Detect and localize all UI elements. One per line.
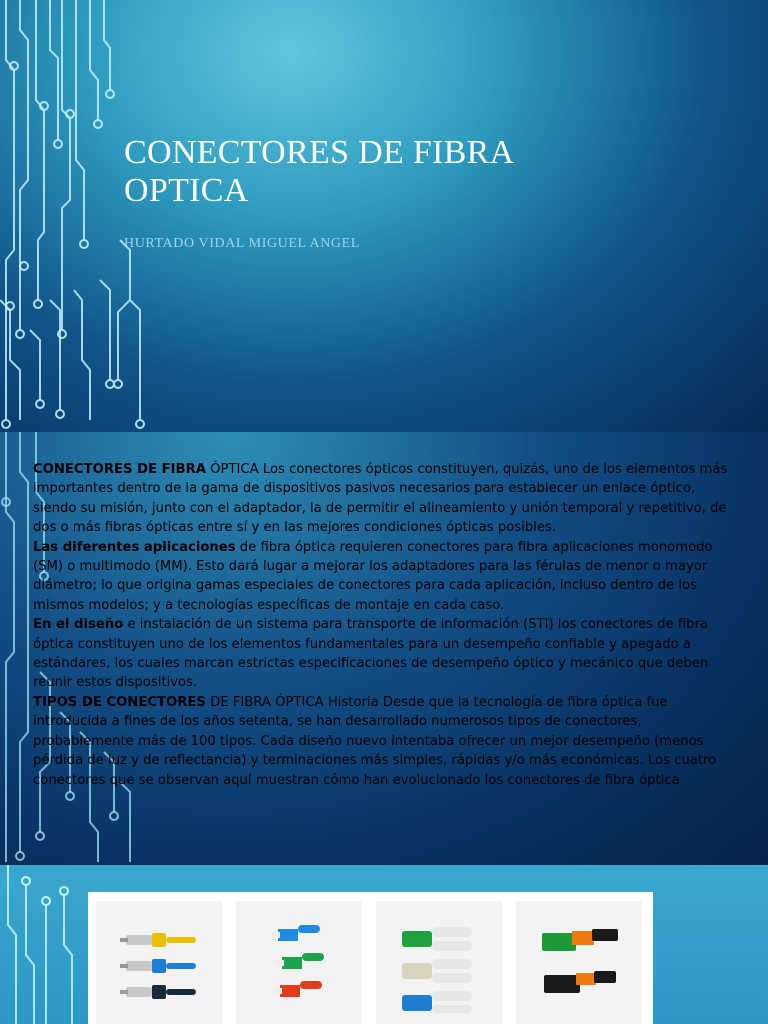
images-slide xyxy=(0,865,768,1024)
title-line-1: CONECTORES DE FIBRA xyxy=(124,134,515,171)
st-connector-icon xyxy=(96,901,222,1024)
paragraph-3 xyxy=(33,615,733,693)
paragraph-2-heading: Las diferentes aplicaciones xyxy=(33,539,236,555)
paragraph-2 xyxy=(33,538,733,616)
title-line-2: OPTICA xyxy=(124,172,249,209)
paragraph-1-heading: CONECTORES DE FIBRA xyxy=(33,462,206,477)
rj-style-connector-photo xyxy=(516,901,642,1024)
slide-title xyxy=(124,134,684,210)
paragraph-1 xyxy=(33,460,733,538)
rj-style-connector-icon xyxy=(516,901,642,1024)
author-subtitle: HURTADO VIDAL MIGUEL ANGEL xyxy=(124,236,360,251)
sc-connector-photo xyxy=(236,901,362,1024)
paragraph-4-heading: TIPOS DE CONECTORES xyxy=(33,694,206,710)
lc-duplex-connector-photo xyxy=(376,901,502,1024)
paragraph-4 xyxy=(33,693,733,790)
connector-photos-panel xyxy=(88,892,653,1024)
sc-connector-icon xyxy=(236,901,362,1024)
st-connector-photo xyxy=(96,901,222,1024)
paragraph-4-text: DE FIBRA ÓPTICA Historia Desde que la tecnología de fibra óptica fue introducida a fines de los años setenta, se han desarrollado numerosos tipos de conectores, probablemente más de 100 tipos. Cada diseño nuevo intentaba ofrecer un mejor desempeño (menos pérdida de luz y de reflectancia) y terminaciones más simples, rápidas y/o más económicas. Los cuatro conectores que se observan aquí muestran cómo han evolucionado los conectores de fibra óptica xyxy=(33,694,717,788)
paragraph-1-text: ÓPTICA Los conectores ópticos constituyen, quizás, uno de los elementos más importantes dentro de la gama de dispositivos pasivos necesarios para establecer un enlace óptico, siendo su misión, junto con el adaptador, la de permitir el alineamiento y unión temporal y repetitivo, de dos o más fibras ópticas entre sí y en las mejores condiciones ópticas posibles. xyxy=(33,462,728,536)
body-text xyxy=(33,460,733,790)
title-slide xyxy=(0,0,768,432)
content-slide xyxy=(0,432,768,865)
circuit-decoration-icon xyxy=(0,0,768,432)
circuit-decoration-icon xyxy=(0,865,88,1024)
paragraph-3-text: e instalación de un sistema para transporte de información (STI) los conectores de fibra óptica constituyen uno de los elementos fundamentales para un desempeño confiable y apegado a estándares, los cuales marcan estrictas especificaciones de desempeño óptico y mecánico que deben reunir estos dispositivos. xyxy=(33,617,709,691)
paragraph-2-text: de fibra óptica requieren conectores para fibra aplicaciones monomodo (SM) o multimodo (MM). Esto dará lugar a mejorar los adaptadores para las férulas de menor o mayor diámetro; lo que origina gamas especiales de conectores para cada aplicación, incluso dentro de los mismos modelos; y a tecnologías específicas de montaje en cada caso. xyxy=(33,539,713,613)
lc-duplex-connector-icon xyxy=(376,901,502,1024)
paragraph-3-heading: En el diseño xyxy=(33,617,124,633)
